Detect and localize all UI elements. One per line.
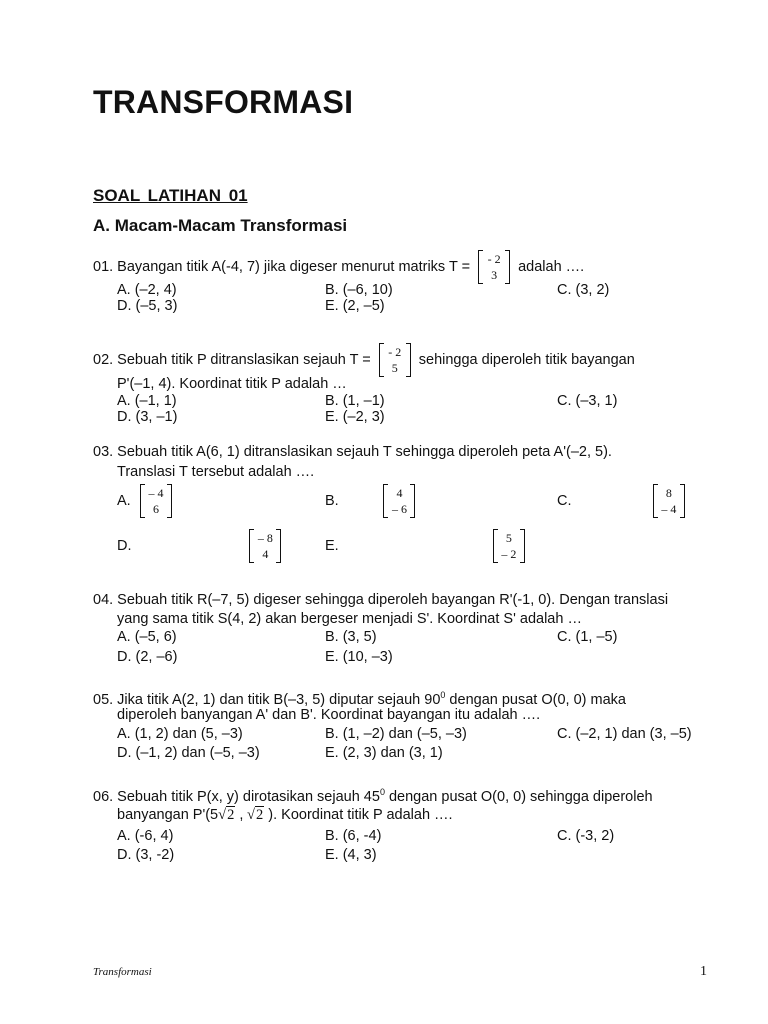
matrix-entry: 8 — [665, 486, 672, 500]
subsection-heading: A. Macam-Macam Transformasi — [93, 216, 348, 235]
question-6-text-b: dengan pusat O(0, 0) sehingga diperoleh — [384, 788, 653, 805]
q3-option-a-label: A. — [117, 493, 131, 509]
sqrt-sign: √ — [247, 807, 255, 823]
question-2-stem — [93, 343, 635, 377]
q5-option-d: D. (–1, 2) dan (–5, –3) — [117, 745, 260, 761]
question-5-text-a: 05. Jika titik A(2, 1) dan titik B(–3, 5) diputar sejauh 90 — [93, 691, 441, 708]
radicand: 2 — [256, 807, 264, 823]
degree-superscript: 0 — [379, 787, 385, 797]
question-2-text-after: sehingga diperoleh titik bayangan — [418, 351, 635, 368]
q6-option-d: D. (3, -2) — [117, 847, 175, 863]
q5-option-e: E. (2, 3) dan (3, 1) — [325, 745, 443, 761]
matrix-entry: – 8 — [257, 531, 273, 545]
question-6-line-1 — [93, 784, 653, 806]
footer-title: Transformasi — [93, 966, 152, 978]
degree-superscript: 0 — [440, 690, 446, 700]
q4-option-d: D. (2, –6) — [117, 649, 178, 665]
matrix-entry: – 2 — [501, 547, 517, 561]
question-5-text-b: dengan pusat O(0, 0) maka — [445, 691, 626, 708]
page-number: 1 — [700, 964, 707, 979]
matrix-entry: – 4 — [148, 486, 164, 500]
q2-option-c: C. (–3, 1) — [557, 393, 618, 409]
question-6-line-2 — [117, 807, 453, 824]
q1-option-a: A. (–2, 4) — [117, 282, 177, 298]
q3-option-d-label: D. — [117, 538, 132, 554]
q6-option-a: A. (-6, 4) — [117, 828, 174, 844]
question-5-line-1 — [93, 687, 626, 709]
matrix-entry: 5 — [391, 361, 398, 375]
matrix-entry: 4 — [396, 486, 403, 500]
q3-option-c-matrix — [653, 484, 685, 518]
question-6-text-a2: banyangan P'(5 — [117, 807, 219, 823]
sqrt-expression — [218, 806, 235, 823]
q6-option-c: C. (-3, 2) — [557, 828, 615, 844]
question-4-line-2: yang sama titik S(4, 2) akan bergeser menjadi S'. Koordinat S' adalah … — [117, 611, 582, 627]
q5-option-b: B. (1, –2) dan (–5, –3) — [325, 726, 467, 742]
q1-option-e: E. (2, –5) — [325, 298, 385, 314]
question-1-matrix — [478, 250, 510, 284]
section-heading: SOAL LATIHAN 01 — [93, 186, 248, 205]
matrix-entry: 4 — [262, 547, 269, 561]
page-title: TRANSFORMASI — [93, 84, 354, 120]
q2-option-a: A. (–1, 1) — [117, 393, 177, 409]
q3-option-a-matrix — [140, 484, 172, 518]
question-1-stem — [93, 250, 584, 284]
q3-option-b-matrix — [383, 484, 415, 518]
q2-option-e: E. (–2, 3) — [325, 409, 385, 425]
q4-option-a: A. (–5, 6) — [117, 629, 177, 645]
q3-option-e-matrix — [493, 529, 525, 563]
sqrt-sign: √ — [218, 807, 227, 823]
q1-option-d: D. (–5, 3) — [117, 298, 178, 314]
q4-option-b: B. (3, 5) — [325, 629, 377, 645]
matrix-entry: – 6 — [391, 502, 407, 516]
matrix-entry: - 2 — [487, 252, 501, 266]
matrix-entry: – 4 — [661, 502, 677, 516]
q1-option-b: B. (–6, 10) — [325, 282, 393, 298]
q2-option-d: D. (3, –1) — [117, 409, 178, 425]
comma: , — [235, 807, 244, 823]
question-1-text: 01. Bayangan titik A(-4, 7) jika digeser menurut matriks T = — [93, 258, 471, 275]
q3-option-d-matrix — [249, 529, 281, 563]
radicand: 2 — [227, 807, 235, 823]
sqrt-expression — [243, 806, 264, 823]
question-2-line-2: P'(–1, 4). Koordinat titik P adalah … — [117, 376, 347, 392]
q2-option-b: B. (1, –1) — [325, 393, 385, 409]
q4-option-c: C. (1, –5) — [557, 629, 618, 645]
question-2-text: 02. Sebuah titik P ditranslasikan sejauh T = — [93, 351, 371, 368]
question-4-line-1: 04. Sebuah titik R(–7, 5) digeser sehingga diperoleh bayangan R'(-1, 0). Dengan translasi — [93, 592, 669, 608]
q6-option-b: B. (6, -4) — [325, 828, 382, 844]
q5-option-c: C. (–2, 1) dan (3, –5) — [557, 726, 692, 742]
q3-option-c-label: C. — [557, 493, 572, 509]
question-3-line-1: 03. Sebuah titik A(6, 1) ditranslasikan sejauh T sehingga diperoleh peta A'(–2, 5). — [93, 444, 612, 460]
q3-option-b-label: B. — [325, 493, 339, 509]
matrix-entry: 5 — [505, 531, 512, 545]
q3-option-e-label: E. — [325, 538, 339, 554]
question-1-text-after: adalah …. — [518, 258, 585, 275]
question-3-line-2: Translasi T tersebut adalah …. — [117, 464, 315, 480]
matrix-entry: 6 — [153, 502, 159, 516]
question-6-text-b2: ). Koordinat titik P adalah …. — [264, 807, 453, 823]
question-5-line-2: diperoleh banyangan A' dan B'. Koordinat bayangan itu adalah …. — [117, 707, 541, 723]
q4-option-e: E. (10, –3) — [325, 649, 393, 665]
q1-option-c: C. (3, 2) — [557, 282, 610, 298]
matrix-entry: - 2 — [388, 345, 402, 359]
matrix-entry: 3 — [491, 268, 498, 282]
q5-option-a: A. (1, 2) dan (5, –3) — [117, 726, 243, 742]
q6-option-e: E. (4, 3) — [325, 847, 377, 863]
question-6-text-a: 06. Sebuah titik P(x, y) dirotasikan sejauh 45 — [93, 788, 380, 805]
question-2-matrix — [379, 343, 411, 377]
